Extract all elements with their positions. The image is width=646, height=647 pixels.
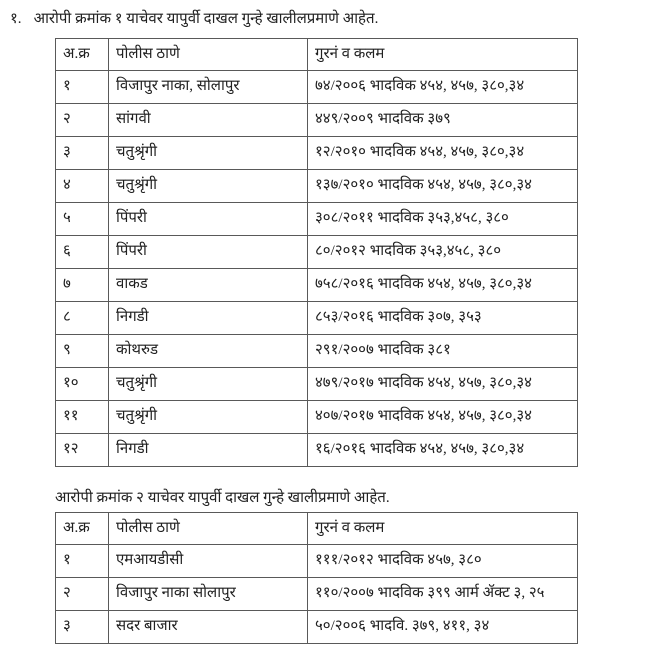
- table-cell: १३७/२०१० भादविक ४५४, ४५७, ३८०,३४: [308, 170, 578, 203]
- table-row: [56, 611, 578, 644]
- table-cell: ८: [56, 302, 109, 335]
- table-cell: ३: [56, 611, 109, 644]
- table-cell: ६: [56, 236, 109, 269]
- table-cell: निगडी: [109, 302, 308, 335]
- table-cell: २: [56, 578, 109, 611]
- table-cell: सदर बाजार: [109, 611, 308, 644]
- table-row: [56, 104, 578, 137]
- table-cell: चतुश्रृंगी: [109, 137, 308, 170]
- table-cell: ९: [56, 335, 109, 368]
- table-cell: ४४९/२००९ भादविक ३७९: [308, 104, 578, 137]
- column-header-police-station: पोलीस ठाणे: [109, 39, 308, 71]
- table-row: [56, 434, 578, 467]
- table-cell: ३०८/२०११ भादविक ३५३,४५८, ३८०: [308, 203, 578, 236]
- table-row: [56, 236, 578, 269]
- column-header-crime-no-sections: गुरनं व कलम: [308, 39, 578, 71]
- cases-table-accused-2: [55, 512, 578, 644]
- table-row: [56, 368, 578, 401]
- table-cell: ७४/२००६ भादविक ४५४, ४५७, ३८०,३४: [308, 71, 578, 104]
- table-cell: चतुश्रृंगी: [109, 170, 308, 203]
- table-row: [56, 545, 578, 578]
- section1-heading-text: आरोपी क्रमांक १ याचेवर यापुर्वी दाखल गुन्हे खालीलप्रमाणे आहेत.: [33, 11, 379, 27]
- table-cell: ५०/२००६ भादवि. ३७९, ४११, ३४: [308, 611, 578, 644]
- table-cell: १: [56, 545, 109, 578]
- table-cell: पिंपरी: [109, 203, 308, 236]
- table-cell: ५: [56, 203, 109, 236]
- table-cell: १२: [56, 434, 109, 467]
- table-row: [56, 137, 578, 170]
- table-header-row: [56, 39, 578, 71]
- section2-heading-text: आरोपी क्रमांक २ याचेवर यापुर्वी दाखल गुन्हे खालीप्रमाणे आहेत.: [55, 490, 390, 506]
- table-cell: ८०/२०१२ भादविक ३५३,४५८, ३८०: [308, 236, 578, 269]
- table-cell: ११: [56, 401, 109, 434]
- section1-list-number: १.: [10, 11, 22, 27]
- section2-heading: [55, 488, 390, 508]
- section1-heading: [10, 9, 378, 29]
- table-cell: विजापुर नाका सोलापुर: [109, 578, 308, 611]
- cases-table-accused-1: [55, 38, 578, 467]
- column-header-serial: अ.क्र: [56, 39, 109, 71]
- table-cell: ४७९/२०१७ भादविक ४५४, ४५७, ३८०,३४: [308, 368, 578, 401]
- table-cell: २९१/२००७ भादविक ३८१: [308, 335, 578, 368]
- table-cell: ८५३/२०१६ भादविक ३०७, ३५३: [308, 302, 578, 335]
- table-cell: १०: [56, 368, 109, 401]
- table-cell: निगडी: [109, 434, 308, 467]
- table-cell: १६/२०१६ भादविक ४५४, ४५७, ३८०,३४: [308, 434, 578, 467]
- table-row: [56, 269, 578, 302]
- table-cell: कोथरुड: [109, 335, 308, 368]
- table-cell: ३: [56, 137, 109, 170]
- table-cell: १: [56, 71, 109, 104]
- table-cell: ४०७/२०१७ भादविक ४५४, ४५७, ३८०,३४: [308, 401, 578, 434]
- column-header-crime-no-sections: गुरनं व कलम: [308, 513, 578, 545]
- table-header-row: [56, 513, 578, 545]
- table-cell: वाकड: [109, 269, 308, 302]
- column-header-police-station: पोलीस ठाणे: [109, 513, 308, 545]
- table-cell: चतुश्रृंगी: [109, 368, 308, 401]
- table-cell: ४: [56, 170, 109, 203]
- table-cell: एमआयडीसी: [109, 545, 308, 578]
- table-row: [56, 335, 578, 368]
- table-cell: विजापुर नाका, सोलापुर: [109, 71, 308, 104]
- table-cell: ११०/२००७ भादविक ३९९ आर्म ॲक्ट ३, २५: [308, 578, 578, 611]
- table-cell: ७: [56, 269, 109, 302]
- table-cell: १२/२०१० भादविक ४५४, ४५७, ३८०,३४: [308, 137, 578, 170]
- table-row: [56, 71, 578, 104]
- table-cell: ७५८/२०१६ भादविक ४५४, ४५७, ३८०,३४: [308, 269, 578, 302]
- table-row: [56, 401, 578, 434]
- table-row: [56, 170, 578, 203]
- table-row: [56, 203, 578, 236]
- table-cell: चतुश्रृंगी: [109, 401, 308, 434]
- table-cell: सांगवी: [109, 104, 308, 137]
- table-cell: १११/२०१२ भादविक ४५७, ३८०: [308, 545, 578, 578]
- table-cell: पिंपरी: [109, 236, 308, 269]
- table-cell: २: [56, 104, 109, 137]
- table-row: [56, 578, 578, 611]
- table-row: [56, 302, 578, 335]
- column-header-serial: अ.क्र: [56, 513, 109, 545]
